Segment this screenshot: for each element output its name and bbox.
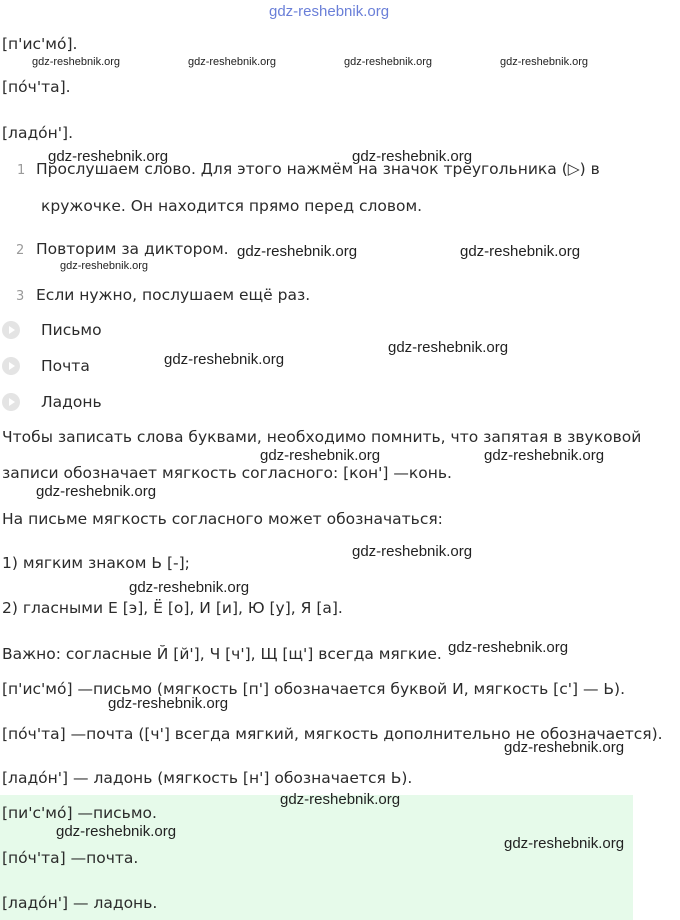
explanation-text: Чтобы записать слова буквами, необходимо помнить, что запятая в звуковой: [2, 428, 642, 446]
play-icon[interactable]: [2, 357, 20, 375]
important-note: Важно: согласные Й [й'], Ч [ч'], Щ [щ'] всегда мягкие.: [2, 645, 442, 663]
watermark: gdz-reshebnik.org: [188, 56, 277, 68]
step-number: 2: [16, 243, 25, 258]
watermark: gdz-reshebnik.org: [32, 56, 121, 68]
watermark: gdz-reshebnik.org: [48, 148, 169, 165]
step-number: 3: [16, 289, 25, 304]
watermark: gdz-reshebnik.org: [164, 351, 285, 368]
answer-pochta: [по́ч'та] —почта.: [2, 849, 139, 867]
watermark: gdz-reshebnik.org: [448, 639, 569, 656]
watermark: gdz-reshebnik.org: [280, 791, 401, 808]
watermark: gdz-reshebnik.org: [352, 543, 473, 560]
watermark: gdz-reshebnik.org: [237, 243, 358, 260]
watermark: gdz-reshebnik.org: [484, 447, 605, 464]
step-text: Повторим за диктором.: [36, 240, 229, 258]
watermark: gdz-reshebnik.org: [460, 243, 581, 260]
watermark: gdz-reshebnik.org: [60, 260, 149, 272]
explanation-text: На письме мягкость согласного может обозначаться:: [2, 510, 443, 528]
example-pismo: [п'ис'мо́] —письмо (мягкость [п'] обозначается буквой И, мягкость [с'] — Ь).: [2, 680, 626, 698]
answer-ladon: [ладо́н'] — ладонь.: [2, 894, 158, 912]
play-icon[interactable]: [2, 393, 20, 411]
step-number: 1: [17, 163, 26, 178]
example-ladon: [ладо́н'] — ладонь (мягкость [н'] обозначается Ь).: [2, 769, 413, 787]
watermark: gdz-reshebnik.org: [36, 483, 157, 500]
watermark: gdz-reshebnik.org: [260, 447, 381, 464]
watermark-top: gdz-reshebnik.org: [269, 3, 390, 20]
transcription-pismo: [п'ис'мо́].: [2, 35, 78, 53]
transcription-pochta: [по́ч'та].: [2, 78, 71, 96]
watermark: gdz-reshebnik.org: [388, 339, 509, 356]
watermark: gdz-reshebnik.org: [108, 695, 229, 712]
answer-pismo: [пи'с'мо́] —письмо.: [2, 804, 157, 822]
watermark: gdz-reshebnik.org: [129, 579, 250, 596]
step-text: кружочке. Он находится прямо перед словом.: [41, 197, 423, 215]
step-text: Прослушаем слово. Для этого нажмём на значок треугольника (▷) в: [36, 160, 600, 178]
rule-vowels: 2) гласными Е [э], Ё [о], И [и], Ю [у], Я [а].: [2, 599, 343, 617]
watermark: gdz-reshebnik.org: [344, 56, 433, 68]
watermark: gdz-reshebnik.org: [500, 56, 589, 68]
transcription-ladon: [ладо́н'].: [2, 124, 74, 142]
audio-label: Ладонь: [41, 393, 102, 411]
watermark: gdz-reshebnik.org: [504, 739, 625, 756]
explanation-text: записи обозначает мягкость согласного: [кон'] —конь.: [2, 464, 452, 482]
example-pochta: [по́ч'та] —почта ([ч'] всегда мягкий, мягкость дополнительно не обозначается).: [2, 725, 663, 743]
audio-label: Почта: [41, 357, 90, 375]
play-icon[interactable]: [2, 321, 20, 339]
watermark: gdz-reshebnik.org: [352, 148, 473, 165]
watermark: gdz-reshebnik.org: [56, 823, 177, 840]
audio-label: Письмо: [41, 321, 102, 339]
watermark: gdz-reshebnik.org: [504, 835, 625, 852]
step-text: Если нужно, послушаем ещё раз.: [36, 286, 311, 304]
rule-soft-sign: 1) мягким знаком Ь [-];: [2, 554, 190, 572]
